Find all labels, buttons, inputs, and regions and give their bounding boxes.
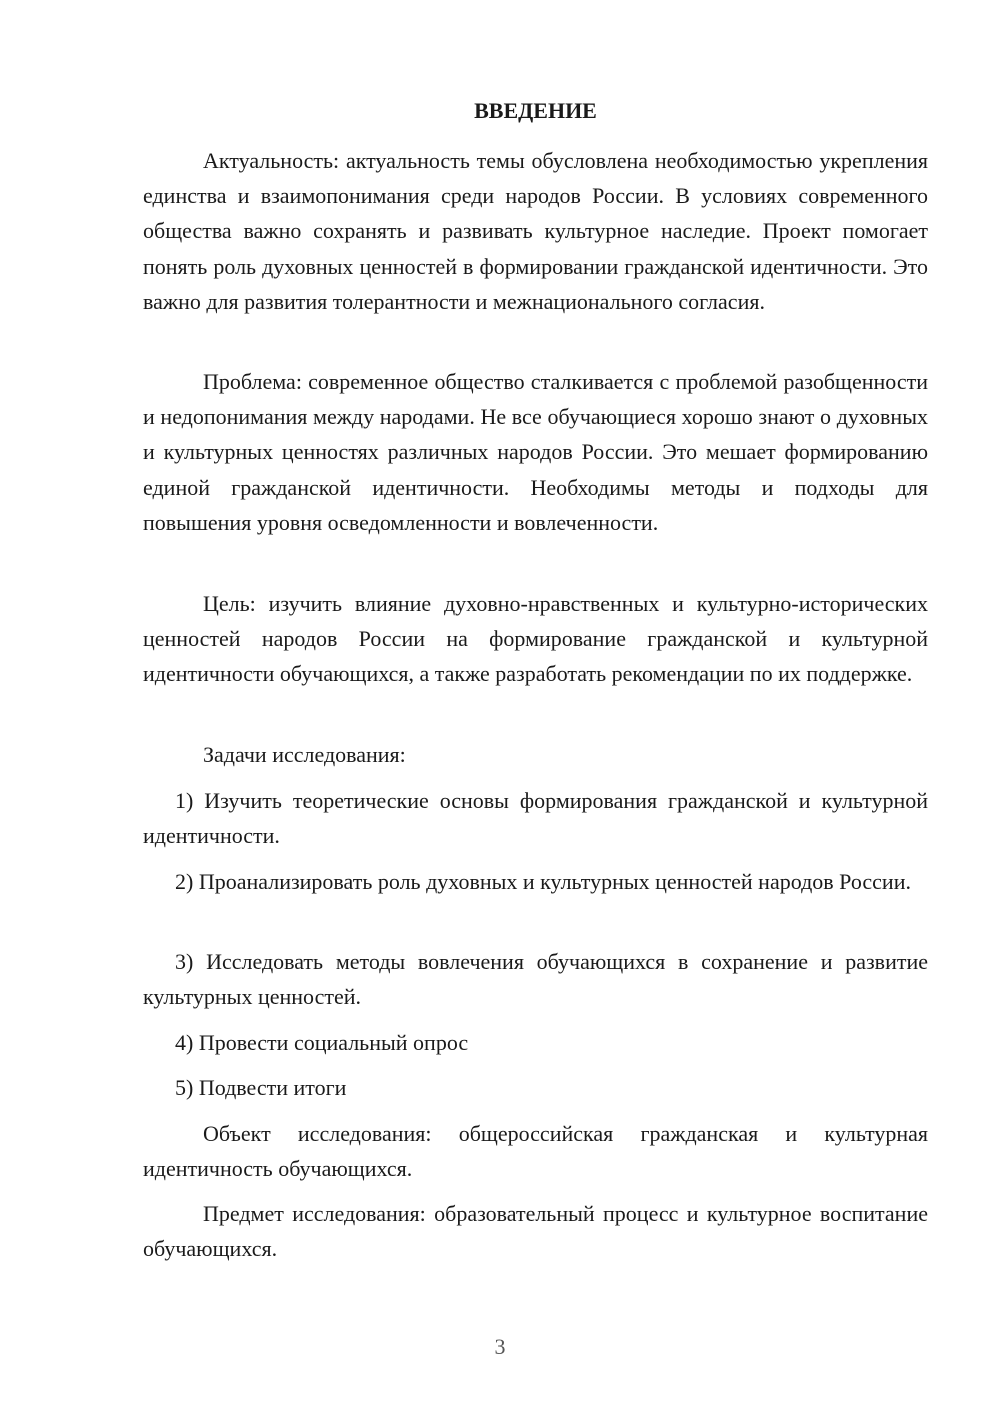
task-item-4: 4) Провести социальный опрос — [175, 1030, 469, 1055]
task-item-5: 5) Подвести итоги — [175, 1075, 347, 1100]
task-item-3: 3) Исследовать методы вовлечения обучающихся в сохранение и развитие культурных ценностей. — [143, 949, 928, 1010]
page-number: 3 — [494, 1334, 506, 1359]
relevance-paragraph: Актуальность: актуальность темы обусловлена необходимостью укрепления единства и взаимопонимания среди народов России. В условиях современного общества важно сохранять и развивать культурное наследие. Проект помогает понять роль духовных ценностей в формировании гражданской идентичности. Это важно для развития толерантности и межнационального согласия. — [143, 148, 928, 314]
task-item-1: 1) Изучить теоретические основы формирования гражданской и культурной идентичности. — [143, 788, 928, 849]
subject-paragraph: Предмет исследования: образовательный процесс и культурное воспитание обучающихся. — [143, 1201, 928, 1262]
page-title: ВВЕДЕНИЕ — [474, 98, 597, 123]
object-paragraph: Объект исследования: общероссийская гражданская и культурная идентичность обучающихся. — [143, 1121, 928, 1182]
problem-paragraph: Проблема: современное общество сталкивается с проблемой разобщенности и недопонимания между народами. Не все обучающиеся хорошо знают о духовных и культурных ценностях различных народов России. Это мешает формированию единой гражданской идентичности. Необходимы методы и подходы для повышения уровня осведомленности и вовлеченности. — [143, 369, 928, 535]
task-item-2: 2) Проанализировать роль духовных и культурных ценностей народов России. — [175, 869, 911, 894]
goal-paragraph: Цель: изучить влияние духовно-нравственных и культурно-исторических ценностей народов России на формирование гражданской и культурной идентичности обучающихся, а также разработать рекомендации по их поддержке. — [143, 591, 928, 687]
tasks-heading: Задачи исследования: — [203, 742, 406, 767]
